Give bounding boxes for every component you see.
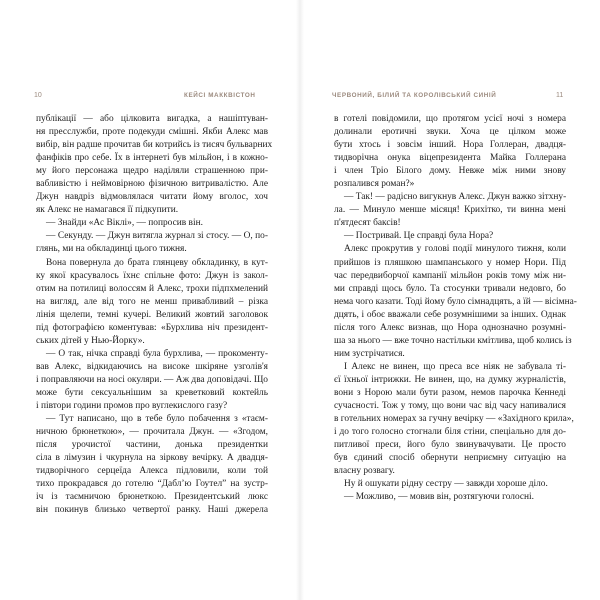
text-line: після урочистої частини, донька президентки xyxy=(36,440,268,451)
text-line: — Постривай. Це справді була Нора? xyxy=(344,231,494,242)
text-line: ня пресслужби, проте подекуди смішні. Якби Алекс мав xyxy=(36,127,268,138)
text-line: він покинув близько четвертої ранку. Наші джерела xyxy=(36,505,268,516)
text-line: питливої преси, його було звинувачувати. Це просто xyxy=(334,440,566,451)
text-line: ку якої красувалось їхнє спільне фото: Джун із закол- xyxy=(36,270,268,281)
text-line: — О так, нічка справді була бурхлива, — прокоменту- xyxy=(46,348,268,359)
text-line: — Знайди «Ас Віклі», — попросив він. xyxy=(46,218,203,229)
running-head: ЧЕРВОНИЙ, БІЛИЙ ТА КОРОЛІВСЬКИЙ СИНІЙ xyxy=(332,92,497,99)
text-line: Ну й ошукати рідну сестру — завжди хороше діло. xyxy=(344,479,548,490)
text-line: му його персонажа щедро наділяли страшенною при- xyxy=(36,166,268,177)
text-line: ша за нього — вже точно настільки кмітлива, щоб колись із xyxy=(334,335,572,346)
text-line: ничною брюнеткою», — прочитала Джун. — «Згодом, xyxy=(36,427,268,438)
text-line: публікації — або цілковита вигадка, а нашіптуван- xyxy=(36,114,268,124)
text-line: тидворічного серцеїда Алекса підловили, коли той xyxy=(36,466,268,477)
text-line: вони з Норою мали бути разом, немов парочка Кеннеді xyxy=(334,387,566,398)
text-line: бути хтось і зовсім інший. Нора Голлеран, двадця- xyxy=(334,140,566,151)
text-line: був єдиний спосіб обернути неприємну ситуацію на xyxy=(334,453,566,464)
text-line: розпалився роман?» xyxy=(334,179,415,190)
text-line: — Секунду. — Джун витягла журнал зі стосу. — О, по- xyxy=(46,231,268,242)
text-line: — Так! — радісно вигукнув Алекс. Джун важко зітхну- xyxy=(344,192,567,203)
text-line: і півтори години промов про вуглекислого газу? xyxy=(36,401,228,412)
text-line: ним зустрічатися. xyxy=(334,348,405,359)
page-number: 11 xyxy=(556,92,564,99)
text-line: під фотографією коментував: «Бурхлива ніч президент- xyxy=(36,322,268,333)
text-line: в готельних номерах за гучну вечірку — «Західного крила», xyxy=(334,414,574,425)
text-line: фанфіків про себе. Їх в інтернеті був мільйон, і в кожно- xyxy=(36,153,268,164)
text-line: тидворічна онука віцепрезидента Майка Голлерана xyxy=(334,153,566,164)
text-line: тихо прокрадався до готелю “Даблʼю Гоутел” на зустр- xyxy=(36,479,268,490)
text-line: — Тут написано, що в тебе було побачення з «таєм- xyxy=(46,414,268,425)
text-line: після того Алекс визнав, що Нора однозначно розумні- xyxy=(334,322,566,333)
text-line: ських дітей у Нью-Йорку». xyxy=(36,335,145,346)
text-line: власну розвагу. xyxy=(334,466,395,477)
text-line: на вигляд, але від того не менш привабливий – різка xyxy=(36,296,268,307)
text-line: вибір, він радше прочитав би котрийсь із тисяч бульварних xyxy=(36,140,273,151)
text-line: лінія щелепи, темні кучері. Великий жовтий заголовок xyxy=(36,309,268,320)
text-line: сіла в лімузин і чкурнула на зіркову вечірку. А двадця- xyxy=(36,453,268,464)
text-line: нема чого казати. Тоді йому було сімнадцять, а їй — вісімна- xyxy=(334,296,577,307)
text-line: глянь, ми на обкладинці цього тижня. xyxy=(36,244,187,255)
text-line: і член Тріо Білого дому. Невже між ними знову xyxy=(334,166,566,177)
running-head: КЕЙСІ МАККВІСТОН xyxy=(184,92,256,99)
text-line: сучасності. Тож у тому, що вони час від часу напивалися xyxy=(334,401,566,412)
text-line: іч із таємничою брюнеткою. Президентський люкс xyxy=(36,492,268,503)
text-line: отим на потилиці волоссям й Алекс, трохи підпхмелений xyxy=(36,283,268,294)
text-line: вабливістю і неймовірною фізичною витривалістю. Але xyxy=(36,179,268,190)
text-line: Джун навдріз відмовлялася читати йому вголос, хоч xyxy=(36,192,268,203)
text-line: час передвиборчої кампанії мільйон років тому між ни- xyxy=(334,270,566,281)
text-line: ла. — Минуло менше місяця! Крихітко, ти винна мені xyxy=(334,205,566,216)
text-line: Алекс прокрутив у голові події минулого тижня, коли xyxy=(344,244,566,255)
text-line: вав Алекс, відкидаючись на високе шкіряне узголів'я xyxy=(36,361,268,372)
text-line: — Можливо, — мовив він, розтягуючи голосні. xyxy=(344,492,534,503)
text-line: долинали еротичні звуки. Хоча це цілком може xyxy=(334,127,566,138)
text-line: і до того голосно стогнали біля стіни, спеціально для до- xyxy=(334,427,566,438)
text-line: дцять, і обоє вважали себе розумнішими за інших. Однак xyxy=(334,309,566,320)
text-line: єї їхньої інтрижки. Не винен, що, на думку журналістів, xyxy=(334,374,566,385)
text-line: може бути сексуальнішим за креветковий коктейль xyxy=(36,387,268,398)
right-page xyxy=(300,0,600,600)
page-number: 10 xyxy=(34,92,42,99)
text-line: як Алекс не намагався її підкупити. xyxy=(36,205,179,216)
text-line: в готелі повідомили, що протягом усієї ночі з номера xyxy=(334,114,566,124)
text-line: Вона повернула до брата глянцеву обкладинку, в кут- xyxy=(46,257,268,268)
page-body xyxy=(36,113,273,517)
text-line: і поправляючи на носі окуляри. — Аж два доповідачі. Що xyxy=(36,374,268,385)
text-line: прийшов із пляшкою шампанського у номер Нори. Під xyxy=(334,257,566,268)
text-line: п'ятдесят баксів! xyxy=(334,218,401,229)
page-body xyxy=(334,113,577,504)
text-line: ми справді щось було. Та стосунки тривали недовго, бо xyxy=(334,283,566,294)
text-line: І Алекс не винен, що преса все ніяк не забувала ті- xyxy=(344,361,566,372)
